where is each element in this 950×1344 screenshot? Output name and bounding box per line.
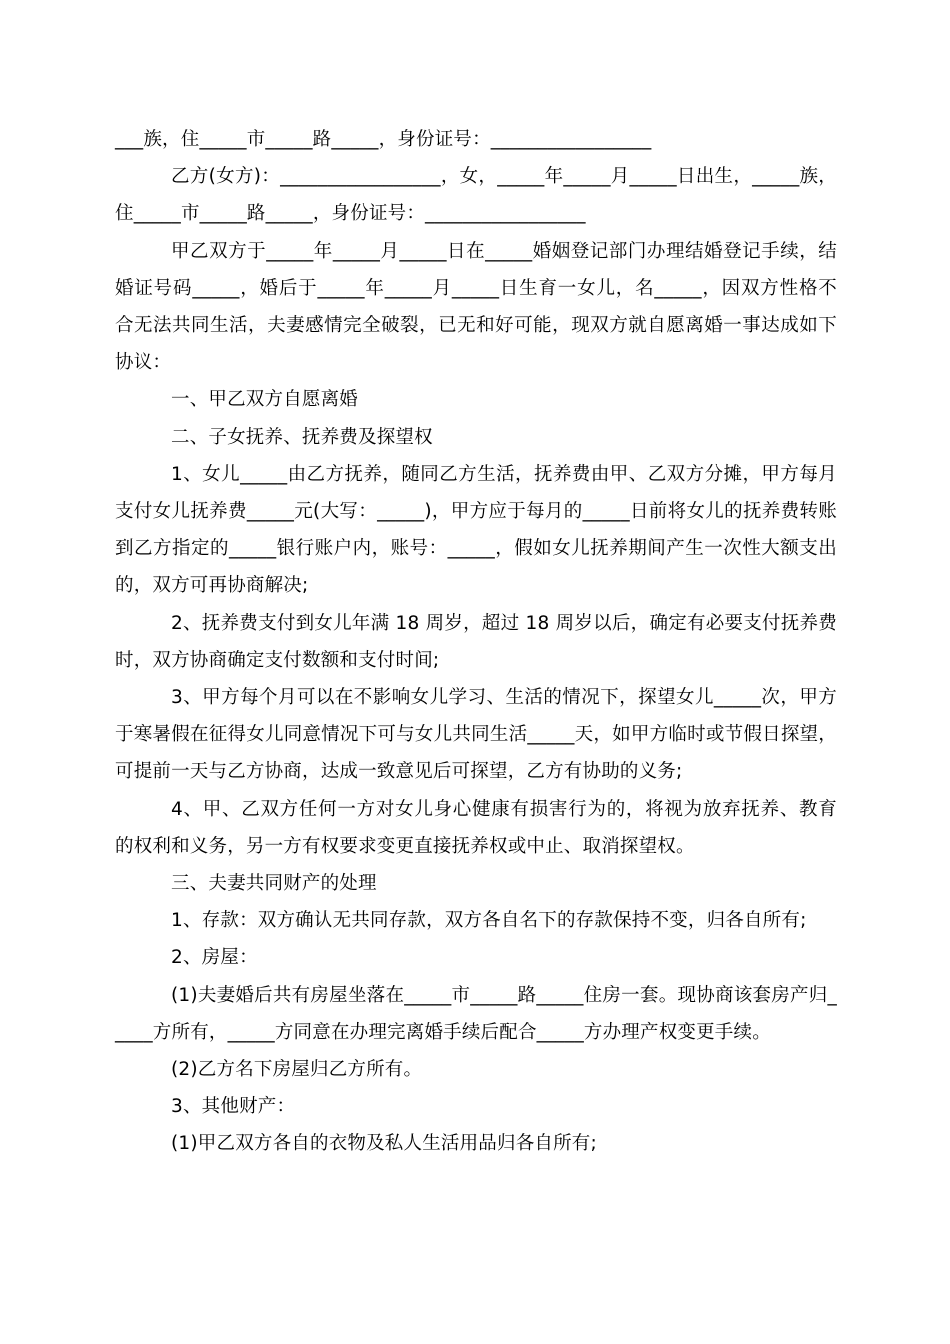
paragraph-party-a-continued: ___族，住_____市_____路_____，身份证号：_________________ xyxy=(115,129,652,150)
paragraph-marriage-background: 甲乙双方于_____年_____月_____日在_____婚姻登记部门办理结婚登记手续，结婚证号码_____，婚后于_____年_____月_____日生育一女儿，名_____，因双方性格不合无法共同生活，夫妻感情完全破裂，已无和好可能，现双方就自愿离婚一事达成如下协议： xyxy=(115,240,837,374)
section-heading-child-custody: 二、子女抚养、抚养费及探望权 xyxy=(171,426,433,448)
paragraph-party-b: 乙方(女方)：_________________，女，_____年_____月_____日出生，_____族，住_____市_____路_____，身份证号：_________________ xyxy=(115,166,837,225)
clause-deposits: 1、存款：双方确认无共同存款，双方各自名下的存款保持不变，归各自所有; xyxy=(171,910,807,932)
section-heading-property: 三、夫妻共同财产的处理 xyxy=(171,873,377,895)
clause-housing-heading: 2、房屋： xyxy=(171,947,258,969)
section-heading-divorce: 一、甲乙双方自愿离婚 xyxy=(171,389,359,411)
clause-child-support: 1、女儿_____由乙方抚养，随同乙方生活，抚养费由甲、乙双方分摊，甲方每月支付女儿抚养费_____元(大写：_____)，甲方应于每月的_____日前将女儿的抚养费转账到乙方指定的_____银行账户内，账号：_____，假如女儿抚养期间产生一次性大额支出的，双方可再协商解决; xyxy=(115,463,837,597)
clause-harm-consequence: 4、甲、乙双方任何一方对女儿身心健康有损害行为的，将视为放弃抚养、教育的权利和义务，另一方有权要求变更直接抚养权或中止、取消探望权。 xyxy=(115,798,837,857)
clause-shared-house: (1)夫妻婚后共有房屋坐落在_____市_____路_____住房一套。现协商该套房产归_____方所有，_____方同意在办理完离婚手续后配合_____方办理产权变更手续。 xyxy=(115,984,837,1043)
clause-visitation: 3、甲方每个月可以在不影响女儿学习、生活的情况下，探望女儿_____次，甲方于寒暑假在征得女儿同意情况下可与女儿共同生活_____天，如甲方临时或节假日探望，可提前一天与乙方协商，达成一致意见后可探望，乙方有协助的义务; xyxy=(115,687,837,783)
clause-support-duration: 2、抚养费支付到女儿年满 18 周岁，超过 18 周岁以后，确定有必要支付抚养费时，双方协商确定支付数额和支付时间; xyxy=(115,612,837,671)
document-body xyxy=(115,121,837,1163)
clause-party-b-house: (2)乙方名下房屋归乙方所有。 xyxy=(171,1059,423,1081)
clause-personal-items: (1)甲乙双方各自的衣物及私人生活用品归各自所有; xyxy=(171,1133,597,1155)
clause-other-property-heading: 3、其他财产： xyxy=(171,1096,296,1118)
